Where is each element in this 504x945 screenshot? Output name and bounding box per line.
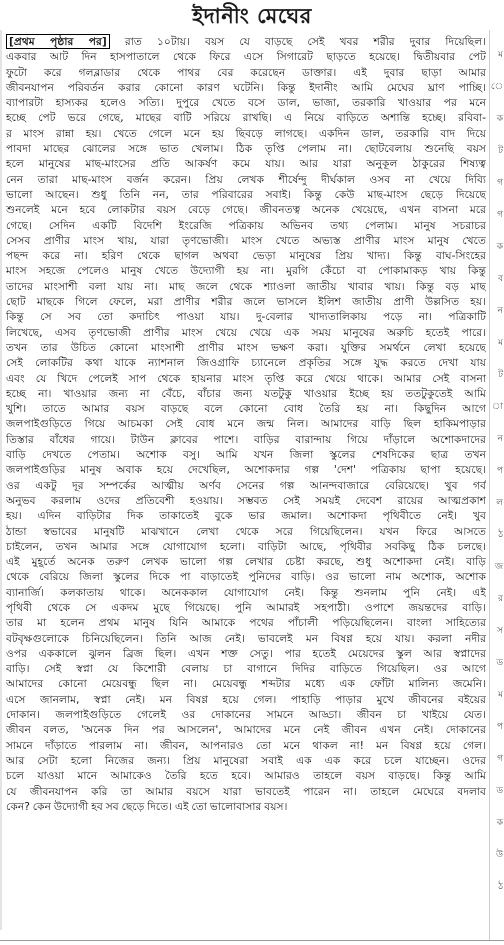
article-line	[6, 615, 486, 630]
article-line	[6, 95, 486, 110]
article-line	[6, 110, 486, 125]
gutter-glyph: ড	[496, 786, 503, 796]
gutter-glyph: ন	[497, 434, 503, 444]
gutter-glyph: ঠ	[498, 530, 503, 540]
gutter-glyph: ম	[498, 50, 503, 60]
article-line-text: আর সেটা হলো নিজের জন্য। প্রিয় মানুষেরা সবাই এক এক করে চলে যাচ্ছেন। ওদের	[6, 753, 486, 767]
article-line-text: একবার আট দিন হাসপাতালে থেকে ফিরে এসে সিগারেট ছাড়তে হয়েছে। দ্বিতীয়বার পেট	[6, 50, 486, 64]
article-line-text: বাড়ি। সেই স্বপ্না যে কিশোরী বেলায় চা বাগানে দিদির বাড়িতে গিয়েছিল। ওর আগে	[6, 662, 486, 676]
article-title: ইদানীং মেঘের	[192, 4, 312, 28]
article-line	[6, 524, 486, 539]
article-line-text: ওপর এককালে ঝুলন ব্রিজ ছিল। এখন শক্ত সেতু। পার হতেই মেয়েদের স্কুল আর স্বপ্নাদের	[6, 646, 486, 660]
article-line	[6, 172, 486, 187]
article-line	[6, 784, 486, 799]
gutter-glyph: গ	[497, 754, 503, 764]
article-line	[6, 279, 486, 294]
article-line	[6, 799, 486, 814]
gutter-glyph: র	[498, 594, 503, 604]
gutter-glyph: ট	[498, 146, 503, 156]
article-line	[6, 355, 486, 370]
article-line-text: পাবদা মাছের ঝোলের সঙ্গে ভাত খেলাম। ঠিক তৃপ্তি পেলাম না। ছোটবেলায় শুনেছি বয়স	[6, 142, 486, 156]
article-line-text: শুনলেই মনে হবে লোকটার বয়স বেড়ে গেছে। জীবনতত্ব অনেক খেয়েছে, এখন বাসনা মরে	[6, 203, 486, 217]
gutter-glyph: ল	[496, 498, 503, 508]
article-line	[6, 401, 486, 416]
article-line-text: চলে যাওয়া মানে আমাকেও তৈরি হতে হবে। আমারও তাহলে বয়স বাড়ছে। কিন্তু আমি	[6, 769, 486, 783]
article-line-text: খুশি। তাতে আমার বয়স বাড়ছে বলে কোনো বোধ তৈরি হয় না। কিছুদিন আগে	[6, 402, 486, 416]
article-line-text: মাংস সহজে পেলেও মানুষ খেতে উদ্যোগী হয় না। মুরগি কেঁচো বা পোকামাকড় খায় কিন্তু	[6, 264, 486, 278]
article-line-text: আমাদের কোনো মেয়েবন্ধু ছিল না। মেয়েবন্ধু শব্দটার মধ্যে এক ফোঁটা মালিন্য জমেনি।	[6, 677, 486, 691]
gutter-glyph: জ	[494, 562, 503, 572]
article-line-text: রাত ১০টায়। বয়স যে বাড়ছে সেই খবর শরীর দুবার দিয়েছিল।	[109, 35, 486, 48]
article-line	[6, 156, 486, 171]
article-line	[6, 722, 486, 737]
article-line	[6, 248, 486, 263]
article-line	[6, 676, 486, 691]
article-line	[6, 539, 486, 554]
article-line-text: গেছে। সেদিন একটি বিদেশি ইংরেজি পত্রিকায় অভিনব তথ্য পেলাম। মানুষ সচরাচর	[6, 218, 486, 232]
article-line-text: তখন তার উচিত কোনো মাংসাশী প্রাণীর মাংস ভক্ষণ করা। যুক্তির সমর্থনে লেখা হয়েছে	[6, 340, 486, 354]
gutter-glyph: ক	[496, 114, 503, 124]
article-line-text: থেকে বেরিয়ে জিলা স্কুলের দিকে পা বাড়াতেই পুনিদের বাড়ি। ওর ভালো নাম অশোক, অশোক	[6, 570, 486, 584]
article-line-text: হয়। এদিন বাড়িটার দিক তাকাতেই বুকে ভার জমাল। অশোকদা পৃথিবীতে নেই। খুব	[6, 509, 486, 523]
gutter-glyph: গ	[497, 210, 503, 220]
article-line-text: জীবন বলত, 'অনেক দিন পর আসলেন', আমাদের মনে নেই জীবন এখন নেই। দোকানের	[6, 723, 486, 737]
article-body	[6, 34, 486, 814]
article-line	[6, 707, 486, 722]
article-line-text: তার মা হলেন প্রথম মানুষ যিনি আমাকে পথের পাঁচালী পড়িয়েছিলেন। বাংলা সাহিত্যের	[6, 616, 486, 630]
bottom-rule	[0, 940, 504, 941]
article-line-text: এসে জানলাম, স্বপ্না নেই। মন বিষণ্ণ হয়ে গেল। পাহাড়ি পাড়ার মুখে জীবনের বইয়ের	[6, 692, 486, 706]
article-line-text: কেন? কেন উদ্যোগী হব সব ছেড়ে দিতে। এই তো ভালোবাসার বয়স।	[6, 799, 288, 813]
article-line	[6, 371, 486, 386]
article-line-text: নেন তারা মাছ-মাংস বর্জন করেন। প্রিয় লেখক শীর্ষেন্দু দীর্ঘকাল ওসব না খেয়ে দিব্যি	[6, 172, 486, 186]
article-line-text: দোকান। জলপাইগুড়িতে গেলেই ওর দোকানের সামনে আড্ডা। জীবন চা খাইয়ে যেত।	[6, 708, 486, 722]
gutter-glyph: ব	[497, 274, 503, 284]
article-line-text: ভালো আছেন। শুধু তিনি নন, তার পরিবারের সবাই। কিন্তু কেউ মাছ-মাংস ছেড়ে দিয়েছে	[6, 187, 486, 201]
article-line-text: তাদের মাংসাশী বলা যায় না। মাছ জলে থেকে শ্যাওলা জাতীয় খাবার খায়। কিন্তু বড় মাছ	[6, 279, 486, 293]
article-line-text: এবং যে খিদে পেলেই সাপ থেকে হায়নার মাংস তৃপ্তি করে খেয়ে থাকে। আমার সেই বাসনা	[6, 371, 486, 385]
article-line	[6, 309, 486, 324]
article-line	[6, 416, 486, 431]
article-line	[6, 462, 486, 477]
article-line	[6, 218, 486, 233]
article-line-text: ব্যাপারটা হাস্যকর হলেও সত্যি। দুপুরে খেতে বসে ডাল, ভাজা, তরকারি খাওয়ার পর মনে	[6, 96, 486, 110]
article-line	[6, 631, 486, 646]
article-line	[6, 738, 486, 753]
article-line	[6, 569, 486, 584]
article-line	[6, 325, 486, 340]
continuation-kicker: [প্রথম পৃষ্ঠার পর]	[6, 34, 110, 49]
article-line-text: লিখেছে, এসব তৃণভোজী প্রাণীর মাংস খেয়ে খেয়ে এক সময় মানুষের অরুচি হতেই পারে।	[6, 325, 486, 339]
article-line	[6, 263, 486, 278]
article-line	[6, 768, 486, 783]
gutter-glyph: প	[496, 466, 503, 476]
article-line	[6, 187, 486, 202]
article-line	[6, 508, 486, 523]
gutter-glyph: ঠ	[498, 882, 503, 892]
article-line-text: হচ্ছে পেট ভরে গেছে, মাছের বাটি সরিয়ে রাখছি। এ নিয়ে বাড়িতে অশান্তি হচ্ছে। রবিবা-	[6, 111, 486, 125]
article-line-text: পৃথিবী থেকে সে একদম মুছে গিয়েছে। পুনি আমারই সহপাঠী। ওপাশে জয়ন্তদের বাড়ি।	[6, 600, 486, 614]
article-line	[6, 600, 486, 615]
gutter-glyph: ে	[490, 82, 503, 92]
article-line	[6, 661, 486, 676]
gutter-glyph: গ	[497, 178, 503, 188]
article-line	[6, 554, 486, 569]
article-line-text: ঠান্ডা স্বভাবের মানুষটি মাঝখানে লেখা থেকে সরে গিয়েছিলেন। যখন ফিরে আসতে	[6, 524, 486, 538]
gutter-glyph: ম	[498, 338, 503, 348]
article-line	[6, 141, 486, 156]
article-line-text: তিস্তার বাঁধের গায়ে। টাউন ক্লাবের পাশে। বাড়ির বারান্দায় গিয়ে দাঁড়ালে অশোকদাদের	[6, 432, 486, 446]
adjacent-column-fragment	[490, 30, 504, 940]
article-line-text: হলে মানুষের মাছ-মাংসের প্রতি আকর্ষণ কমে যায়। আর যারা অনুকূল ঠাকুরের শিষ্যত্ব	[6, 157, 486, 171]
article-line-text: র মাংস রান্না হয়। খেতে গেলে মনে হয় ছিবড়ে লাগছে। একদিন ডাল, তরকারি বাদ দিয়ে	[6, 126, 486, 140]
gutter-glyph: ক	[496, 818, 503, 828]
gutter-glyph: প	[496, 722, 503, 732]
article-line	[6, 478, 486, 493]
article-line-text: বাড়ি দেখতে পেতাম। অশোক বসু। আমি যখন জিলা স্কুলের শেষদিকের ছাত্র তখন	[6, 448, 486, 462]
article-line	[6, 340, 486, 355]
article-line	[6, 493, 486, 508]
article-line-text: ব্যানার্জি। কলকাতায় থাকে। অনেককাল যোগাযোগ নেই। কিন্তু শুনলাম পুনি নেই। এই	[6, 585, 486, 599]
article-line-text: কিন্তু সে সব তো কদাচিৎ পাওয়া যায়। দু-বেলার খাদ্যতালিকায় পড়ে না। পত্রিকাটি	[6, 310, 486, 324]
article-line	[6, 126, 486, 141]
article-line	[6, 294, 486, 309]
gutter-glyph: উ	[495, 850, 503, 860]
article-line-text: চাইলেন, তখন আমার সঙ্গে যোগাযোগ হলো। বাড়িটা আছে, পৃথিবীর সবকিছু ঠিক চলছে।	[6, 539, 486, 553]
article-line	[6, 34, 486, 49]
article-line-text: সেসব প্রাণীর মাংস খায়, যারা তৃণভোজী। মাংস খেতে অভ্যস্ত প্রাণীর মাংস মানুষ খেতে	[6, 233, 486, 247]
article-line	[6, 233, 486, 248]
article-line-text: সেই লোকটির কথা যাকে ন্যাশনাল জিওগ্রাফি চ্যানেলে প্রকৃতির সঙ্গে যুদ্ধ করতে দেখা যায়	[6, 356, 486, 370]
article-line	[6, 202, 486, 217]
article-line	[6, 447, 486, 462]
article-line	[6, 753, 486, 768]
article-line	[6, 386, 486, 401]
article-line-text: জীবনযাপন পরিবর্তন করার কোনো কারণ ঘটেনি। কিন্তু ইদানীং আমি মেঘের ঘ্রাণ পাচ্ছি।	[6, 80, 486, 94]
article-line	[6, 585, 486, 600]
gutter-glyph: ন	[497, 306, 503, 316]
article-line	[6, 432, 486, 447]
article-line-text: হচ্ছে না। খাওয়ার জন্য না বেঁচে, বাঁচার জন্য যতটুকু খাওয়ার ইচ্ছে হয় ততটুকুতেই আমি	[6, 386, 486, 400]
article-line-text: অনুভব করলাম ওদের প্রতিবেশী হওয়ায়। সম্ভবত সেই সময়ই দেবেশ রায়ের আত্মপ্রকাশ	[6, 493, 486, 507]
gutter-glyph: স	[497, 626, 503, 636]
article-line-text: যে জীবনযাপন করি তা আমার বয়সে যারা ভাবতেই পারেন না। তাহলে মেঘেরে বদলাব	[6, 784, 486, 798]
gutter-glyph: ক	[496, 242, 503, 252]
article-line	[6, 646, 486, 661]
article-line-text: ফুটো করে গলব্লাডার থেকে পাথর বের করেছেন ডাক্তার। এই দুবার ছাড়া আমার	[6, 65, 486, 79]
gutter-glyph: ম	[498, 690, 503, 700]
left-margin-shadow	[0, 30, 2, 930]
article-line-text: পছন্দ করে না। হরিণ থেকে ছাগল অথবা ভেড়া মানুষের প্রিয় খাদ্য। কিন্তু বাঘ-সিংহের	[6, 249, 486, 263]
gutter-glyph: ট	[498, 370, 503, 380]
article-line	[6, 80, 486, 95]
article-line-text: ওর একটু দূর সম্পর্কের আত্মীয় অর্ণব সেনের গল্প আনন্দবাজারে বেরিয়েছে। খুব গর্ব	[6, 478, 486, 492]
article-line-text: জলপাইগুড়ির মানুষ অবাক হয়ে দেখেছিল, অশোকদার গল্প 'দেশ' পত্রিকায় ছাপা হয়েছে।	[6, 463, 486, 477]
article-line-text: এই মুহূর্তে অনেক তরুণ লেখক ভালো গল্প লেখার চেষ্টা করছে, শুধু অশোকদা নেই। বাড়ি	[6, 555, 486, 569]
article-line-text: বটবৃক্ষগুলোকে চিনিয়েছিলেন। তিনি আজ নেই। ভাবলেই মন বিষণ্ণ হয়ে যায়। করলা নদীর	[6, 631, 486, 645]
article-line	[6, 49, 486, 64]
article-line	[6, 692, 486, 707]
gutter-glyph: ড	[496, 658, 503, 668]
article-line-text: সামনে দাঁড়াতে পারলাম না। জীবন, আপনারও তো মনে থাকল না! মন বিষণ্ণ হয়ে গেল।	[6, 738, 486, 752]
article-line-text: জলপাইগুড়িতে গিয়ে আচমকা সেই বোধ মনে জন্ম নিল। আমাদের বাড়ি ছিল হাকিমপাড়ার	[6, 417, 486, 431]
article-line	[6, 65, 486, 80]
article-line-text: ছোট মাছকে গিলে ফেলে, মরা প্রাণীর শরীর জলে ভাসলে ইলিশ জাতীয় প্রাণী উল্লসিত হয়।	[6, 295, 486, 309]
gutter-glyph: া	[491, 402, 503, 412]
